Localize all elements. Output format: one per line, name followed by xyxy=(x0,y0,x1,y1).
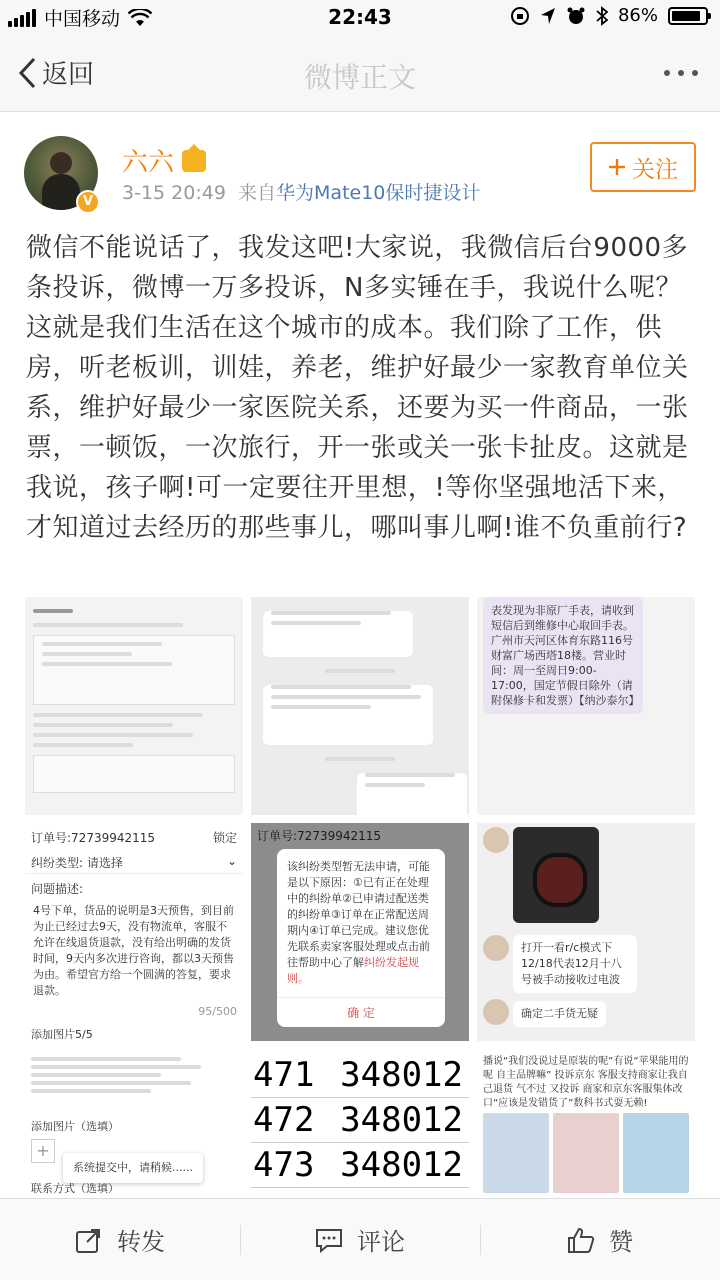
watch-photo xyxy=(513,827,599,923)
repost-button[interactable] xyxy=(0,1199,240,1280)
number-row: 473 348012 xyxy=(251,1143,469,1188)
comment-label: 评论 xyxy=(357,1228,405,1256)
number-rows xyxy=(251,1053,469,1188)
nav-bar xyxy=(0,36,720,112)
image-grid xyxy=(25,597,695,1197)
bluetooth-icon xyxy=(596,6,608,26)
image5-order: 订单号:72739942115 xyxy=(257,829,382,843)
thumbs-up-icon xyxy=(567,1226,595,1254)
rotation-lock-icon xyxy=(510,6,530,26)
bottom-toolbar xyxy=(0,1198,720,1280)
number-row: 472 348012 xyxy=(251,1098,469,1143)
image4-type-row: 纠纷类型: 请选择 ⌄ xyxy=(25,848,243,874)
image4-desc-label: 问题描述: xyxy=(31,882,84,896)
post-meta xyxy=(122,178,480,205)
carrier-label: 中国移动 xyxy=(44,8,121,30)
plus-icon xyxy=(608,158,626,176)
post-image-2[interactable] xyxy=(251,597,469,815)
image7-contact: 联系方式（选填） xyxy=(31,1182,119,1195)
more-icon[interactable] xyxy=(664,70,698,76)
post-image-4[interactable] xyxy=(25,823,243,1041)
like-label: 赞 xyxy=(609,1228,633,1256)
image6-message-1: 打开一看r/c模式下12/18代表12月十八号被手动接收过电波 xyxy=(513,935,637,993)
repost-icon xyxy=(75,1226,103,1254)
page-title: 微博正文 xyxy=(303,61,416,94)
image4-add-pic: 添加图片5/5 xyxy=(31,1028,93,1041)
source-prefix: 来自 xyxy=(238,182,277,204)
follow-label: 关注 xyxy=(632,156,678,183)
battery-icon xyxy=(668,7,708,25)
image7-add-pic: 添加图片（选填） xyxy=(31,1120,119,1133)
verified-badge-icon: V xyxy=(76,190,100,214)
image9-text: 播说“我们没说过是原装的呢”有说“苹果能用的呢 自主品牌嘛” 投诉京东 客服支持商家让我自己退货 气不过 又投诉 商家和京东客服集体改口“应该是发错货了”数科书式耍无赖! xyxy=(483,1056,689,1109)
post-image-8[interactable] xyxy=(251,1049,469,1197)
post-image-3[interactable] xyxy=(477,597,695,815)
author-header xyxy=(0,112,720,222)
post-source[interactable]: 华为Mate10保时捷设计 xyxy=(276,182,481,204)
image4-order-row: 订单号:72739942115 锁定 xyxy=(31,831,237,845)
image5-dialog: 该纠纷类型暂无法申请，可能是以下原因：①已有正在处理中的纠纷单②已申请过配送类的纠纷单③订单在正常配送周期内④订单已完成。建议您优先联系卖家客服处理或点击前往帮助中心了解纠纷发起规则。 确 定 xyxy=(277,849,445,1027)
image7-toast: 系统提交中，请稍候...... xyxy=(63,1153,203,1183)
like-button[interactable] xyxy=(480,1199,720,1280)
image4-count: 95/500 xyxy=(198,1005,237,1018)
author-name: 六六 xyxy=(122,148,175,178)
image9-photos xyxy=(483,1113,689,1193)
location-icon xyxy=(540,7,556,25)
post-image-5[interactable] xyxy=(251,823,469,1041)
repost-label: 转发 xyxy=(117,1228,165,1256)
clock: 22:43 xyxy=(328,5,392,29)
follow-button[interactable] xyxy=(590,142,696,192)
crown-icon xyxy=(182,150,206,172)
post-image-6[interactable] xyxy=(477,823,695,1041)
image4-description: 4号下单，货品的说明是3天预售，到目前为止已经过去9天，没有物流单，客服不允许在线退货退款，没有给出明确的发货时间，9天内多次进行咨询，都以3天预售为由。希望官方给一个圆满的答复，要求退款。 xyxy=(33,904,234,997)
comment-icon xyxy=(315,1226,343,1254)
post-time: 3-15 20:49 xyxy=(122,182,226,204)
image3-message: 表发现为非原厂手表，请收到短信后到维修中心取回手表。广州市天河区体育东路116号财富广场西塔18楼。营业时间：周一至周日9:00-17:00，国定节假日除外（请附保修卡和发票）【纳沙泰尔】 xyxy=(483,597,643,714)
battery-fill xyxy=(672,11,700,21)
post-image-7[interactable]: 添加图片（选填） + 系统提交中，请稍候...... 联系方式（选填） xyxy=(25,1049,243,1197)
post-text: 微信不能说话了，我发这吧!大家说，我微信后台9000多条投诉，微博一万多投诉，N多实锤在手，我说什么呢？这就是我们生活在这个城市的成本。我们除了工作，供房，听老板训，训娃，养老，维护好最少一家教育单位关系，维护好最少一家医院关系，还要为买一件商品，一张票，一顿饭，一次旅行，开一张或关一张卡扯皮。这就是我说，孩子啊!可一定要往开里想，!等你坚强地活下来，才知道过去经历的那些事儿，哪叫事儿啊!谁不负重前行? xyxy=(26,233,689,543)
alarm-icon xyxy=(566,6,586,26)
status-icons xyxy=(510,5,708,26)
image5-ok: 确 定 xyxy=(277,997,445,1027)
post-image-9[interactable] xyxy=(477,1049,695,1197)
back-label: 返回 xyxy=(42,60,95,90)
image6-message-2: 确定二手货无疑 xyxy=(513,1001,606,1027)
post-image-1[interactable] xyxy=(25,597,243,815)
battery-percent: 86% xyxy=(617,5,658,26)
number-row: 471 348012 xyxy=(251,1053,469,1098)
author-name-group[interactable] xyxy=(122,142,206,179)
comment-button[interactable] xyxy=(240,1199,480,1280)
status-bar xyxy=(0,0,720,36)
